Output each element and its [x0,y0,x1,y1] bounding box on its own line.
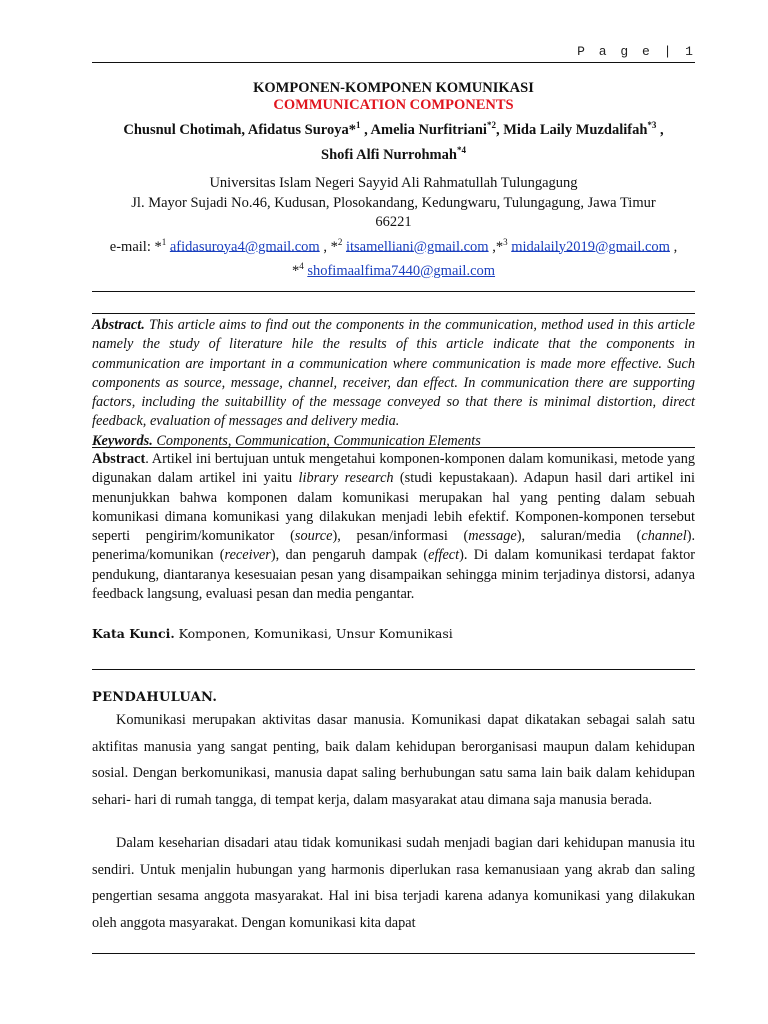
postal-code: 66221 [375,214,412,230]
email-link-3[interactable]: midalaily2019@gmail.com [511,238,670,255]
email-link-2[interactable]: itsamelliani@gmail.com [345,238,489,255]
affiliation [92,174,695,281]
email-link-4[interactable]: shofimaalfima7440@gmail.com [307,262,496,279]
title-english: COMMUNICATION COMPONENTS [273,97,514,113]
email-link-1[interactable]: afidasuroya4@gmail.com [169,238,320,255]
abstract-top-rule [92,313,695,314]
email-line: e-mail: *$^1$ afidasuroya4@gmail.com , *$^2$ itsamelliani@gmail.com ,*$^3$ midalaily2019@gmail.com , [109,236,678,255]
footer-rule [92,953,695,954]
header-rule [92,62,695,63]
kata-kunci: Kata Kunci. Komponen, Komunikasi, Unsur Komunikasi [92,626,453,641]
author-list: Chusnul Chotimah, Afidatus Suroya*$^1$ , Amelia Nurfitriani$^{*2}$, Mida Laily Muzdalifah$^{*3}$ , Shofi Alfi Nurrohmah$^{*4}$ [123,120,664,163]
university: Universitas Islam Negeri Sayyid Ali Rahmatullah Tulungagung [209,175,578,191]
paragraph: Komunikasi merupakan aktivitas dasar manusia. Komunikasi dapat dikatakan sebagai salah satu aktifitas manusia yang sangat penting, baik dalam kehidupan berorganisasi maupun dalam kehidupan sosial. Dengan berkomunikasi, manusia dapat saling berhubungan satu sama lain baik dalam kehidupan sehari- hari di rumah tangga, di tempat kerja, dalam masyarakat atau dimana saja manusia berada. [92,712,695,808]
abstract-mid-rule [92,447,695,448]
abstract-indonesian: Abstract. Artikel ini bertujuan untuk mengetahui komponen-komponen dalam komunikasi, metode yang digunakan dalam artikel ini yaitu library research (studi kepustakaan). Adapun hasil dari artikel ini menunjukkan bahwa komponen dalam komunikasi merupakan hal yang penting dalam sebuah komunikasi dimana komunikasi yang dilakukan menjadi lebih efektif. Komponen-komponen tersebut seperti pengirim/komunikator (source), pesan/informasi (message), saluran/media (channel). penerima/komunikan (receiver), dan pengaruh dampak (effect). Di dalam komunikasi terdapat faktor pendukung, diantaranya kesesuaian pesan yang disampaikan sehingga minim terjadinya distorsi, adanya feedback langsung, evaluasi pesan dan media pengantar. [92,451,696,603]
section-heading: PENDAHULUAN. [92,690,218,705]
paragraph: Dalam keseharian disadari atau tidak komunikasi sudah menjadi bagian dari kehidupan manusia itu sendiri. Untuk menjalin hubungan yang harmonis diperlukan rasa kemanusiaan yang akrab dan saling pengertian sesama anggota masyarakat. Hal ini bisa terjadi karena adanya komunikasi yang dilakukan oleh anggota masyarakat. Dengan komunikasi kita dapat [92,835,695,931]
email-line-2: *$^4$ shofimaalfima7440@gmail.com [291,260,496,279]
author-text: Chusnul Chotimah, Afidatus Suroya* [123,121,356,138]
abstract-english: Abstract. This article aims to find out the components in the communication, method used in this article namely the study of literature hile the results of this article indicate that the components in communication are important in a communication where communication is made more effective. Such components as source, message, channel, receiver, dan effect. In communication there are supporting factors, including the suitabillity of the message conveyed so that there is minimal distortion, direct feedback, evaluation of messages and delivery media. Keywords. Components, Communication, Communication Elements [92,317,695,449]
kata-kunci-label: Kata Kunci. [92,626,175,641]
title-indonesian: KOMPONEN-KOMPONEN KOMUNIKASI [253,80,534,96]
divider [92,291,695,292]
address: Jl. Mayor Sujadi No.46, Kudusan, Plosokandang, Kedungwaru, Tulungagung, Jawa Timur [131,194,656,211]
page-number: P a g e | 1 [577,44,696,59]
keywords-rule [92,669,695,670]
abstract-label: Abstract. [92,317,145,333]
keywords-label: Keywords. [92,432,153,449]
